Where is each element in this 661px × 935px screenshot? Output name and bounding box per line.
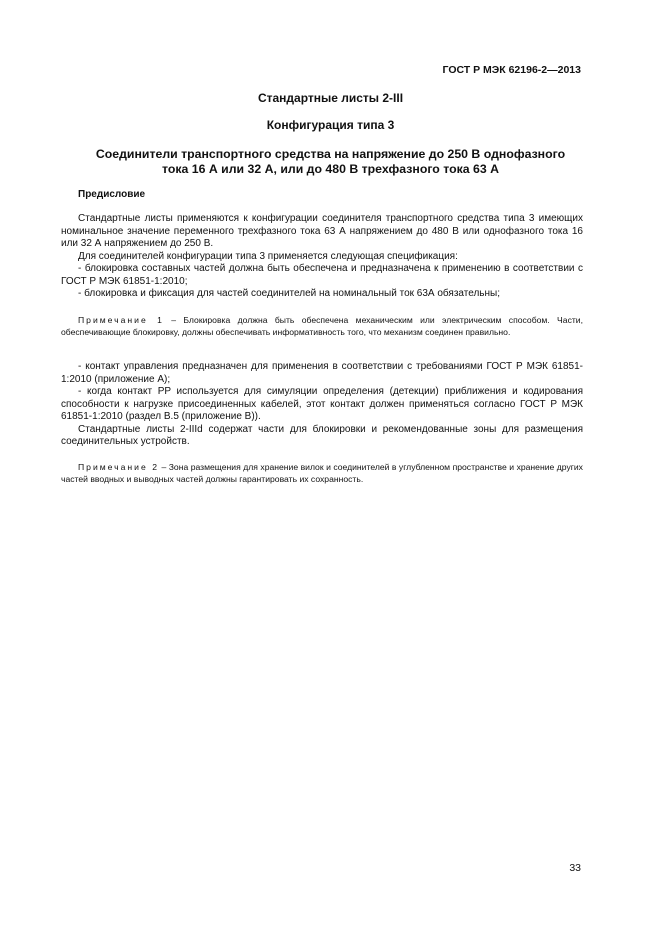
note-1-text: – Блокировка должна быть обеспечена механическим или электрическим способом. Части, обеспечивающие блокировку, должны обеспечивать информативность того, что механизм соединен правильно. xyxy=(61,315,583,337)
main-title-line-1: Соединители транспортного средства на напряжение до 250 В однофазного xyxy=(95,147,566,161)
note-2-label: Примечание 2 xyxy=(78,462,159,472)
paragraph-standard-sheets: Стандартные листы 2-IIId содержат части для блокировки и рекомендованные зоны для размещения соединительных устройств. xyxy=(61,423,583,447)
body-block-1 xyxy=(61,213,583,301)
paragraph-locking: - блокировка составных частей должна быть обеспечена и предназначена к применению в соответствии с ГОСТ Р МЭК 61851-1:2010; xyxy=(61,263,583,287)
paragraph-fixation: - блокировка и фиксация для частей соединителей на номинальный ток 63А обязательны; xyxy=(78,288,500,299)
main-title-line-2: тока 16 А или 32 А, или до 480 В трехфазного тока 63 А xyxy=(162,162,499,176)
document-id-header: ГОСТ Р МЭК 62196-2—2013 xyxy=(442,64,581,76)
paragraph-control-contact: - контакт управления предназначен для применения в соответствии с требованиями ГОСТ Р МЭК 61851-1:2010 (приложение А); xyxy=(61,361,583,385)
body-block-2 xyxy=(61,361,583,449)
note-2 xyxy=(61,462,583,485)
note-1 xyxy=(61,315,583,338)
page-number: 33 xyxy=(569,862,581,874)
configuration-title: Конфигурация типа 3 xyxy=(266,118,395,132)
main-title xyxy=(0,147,661,177)
note-1-label: Примечание 1 xyxy=(78,315,164,325)
paragraph-spec-intro: Для соединителей конфигурации типа 3 применяется следующая спецификация: xyxy=(78,250,458,262)
section-heading: Предисловие xyxy=(78,189,146,200)
note-2-text: – Зона размещения для хранение вилок и соединителей в углубленном пространстве и хранение других частей вводных и выводных частей должны гарантировать их сохранность. xyxy=(61,462,583,484)
paragraph-pp-contact: - когда контакт PP используется для симуляции определения (детекции) приближения и кодирования способности к нагрузке присоединенных кабелей, этот контакт должен применяться согласно ГОСТ Р МЭК 61851-1:2010 (раздел B.5 (приложение B)). xyxy=(61,386,583,422)
sheet-title: Стандартные листы 2-III xyxy=(257,91,404,105)
paragraph-scope: Стандартные листы применяются к конфигурации соединителя транспортного средства типа 3 имеющих номинальное значение переменного трехфазного тока 63 А напряжением до 480 В или однофазного тока 16 или 32 А напряжением до 250 В. xyxy=(61,213,583,249)
